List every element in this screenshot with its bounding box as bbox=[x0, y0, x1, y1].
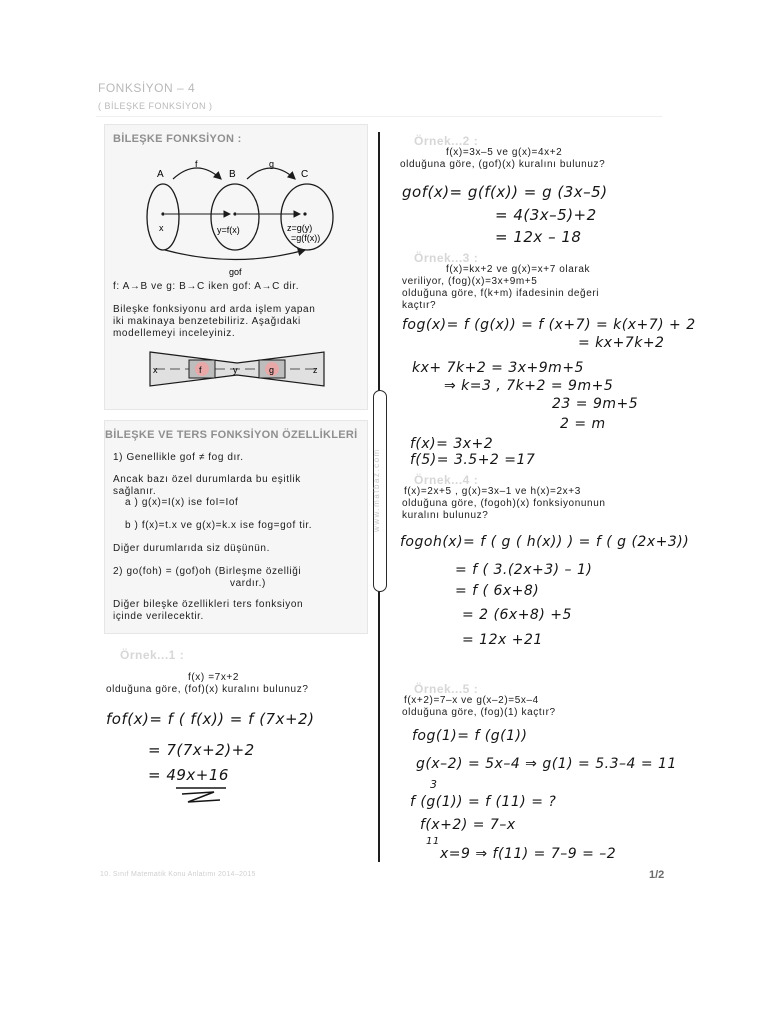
machine-input-label: x bbox=[153, 365, 158, 375]
example-1-question: f(x) =7x+2 bbox=[188, 672, 240, 683]
composite-para-1: Bileşke fonksiyonu ard arda işlem yapan bbox=[113, 304, 316, 315]
property-1: 1) Genellikle gof ≠ fog dır. bbox=[113, 452, 244, 463]
machine-f-label: f bbox=[199, 365, 202, 375]
example-3-question: f(x)=kx+2 ve g(x)=x+7 olarak bbox=[446, 264, 591, 275]
header-rule bbox=[96, 116, 662, 117]
example-1-work-2: = 7(7x+2)+2 bbox=[148, 741, 255, 759]
arrow-g bbox=[247, 168, 295, 179]
example-5-work-3: 3 bbox=[430, 778, 438, 791]
example-3-title: Örnek...3 : bbox=[414, 251, 479, 265]
arrow-f bbox=[173, 168, 221, 179]
property-1-note-2: sağlanır. bbox=[113, 486, 157, 497]
example-2-work-2: = 4(3x–5)+2 bbox=[495, 206, 597, 224]
property-1b: b ) f(x)=t.x ve g(x)=k.x ise fog=gof tir. bbox=[125, 520, 313, 531]
property-1-other: Diğer durumlarıda siz düşünün. bbox=[113, 543, 270, 554]
elem-z1: z=g(y) bbox=[287, 223, 313, 233]
example-5-title: Örnek...5 : bbox=[414, 682, 479, 696]
example-1-title: Örnek...1 : bbox=[120, 648, 185, 662]
arrow-gof bbox=[165, 250, 305, 260]
page-title: FONKSİYON – 4 bbox=[98, 81, 196, 95]
example-3-question-4: kaçtır? bbox=[402, 300, 437, 311]
elem-y: y=f(x) bbox=[217, 225, 240, 235]
example-3-work-2: = kx+7k+2 bbox=[578, 335, 665, 351]
property-2-note: vardır.) bbox=[230, 578, 266, 589]
machine-output-label: z bbox=[313, 365, 318, 375]
example-4-question-3: kuralını bulunuz? bbox=[402, 510, 489, 521]
property-3-note: içinde verilecektir. bbox=[113, 611, 204, 622]
example-3-question-3: olduğuna göre, f(k+m) ifadesinin değeri bbox=[402, 288, 600, 299]
machine-mid-label: y bbox=[233, 365, 238, 375]
example-4-question-2: olduğuna göre, (fogoh)(x) fonksiyonunun bbox=[402, 498, 606, 509]
page-subtitle: ( BİLEŞKE FONKSİYON ) bbox=[98, 101, 213, 111]
footer-text: 10. Sınıf Matematik Konu Anlatımı 2014–2015 bbox=[100, 871, 256, 878]
example-3-work-8: f(5)= 3.5+2 =17 bbox=[410, 452, 536, 468]
example-2-title: Örnek...2 : bbox=[414, 134, 479, 148]
composite-definition: f: A→B ve g: B→C iken gof: A→C dir. bbox=[113, 281, 300, 292]
example-3-work-1: fog(x)= f (g(x)) = f (x+7) = k(x+7) + 2 bbox=[402, 317, 696, 333]
example-4-work-3: = f ( 6x+8) bbox=[455, 583, 540, 599]
example-2-work-1: gof(x)= g(f(x)) = g (3x–5) bbox=[402, 183, 608, 201]
set-b-ellipse bbox=[211, 184, 259, 250]
set-c-label: C bbox=[301, 169, 309, 180]
example-5-work-2: g(x–2) = 5x–4 ⇒ g(1) = 5.3–4 = 11 bbox=[416, 756, 677, 772]
set-a-label: A bbox=[157, 169, 164, 180]
example-5-work-4: f (g(1)) = f (11) = ? bbox=[410, 794, 557, 810]
example-5-work-5: f(x+2) = 7–x bbox=[420, 817, 516, 833]
arrow-g-label: g bbox=[269, 159, 275, 169]
property-1-note: Ancak bazı özel durumlarda bu eşitlik bbox=[113, 474, 301, 485]
example-2-question-2: olduğuna göre, (gof)(x) kuralını bulunuz? bbox=[400, 159, 606, 170]
example-4-work-2: = f ( 3.(2x+3) – 1) bbox=[455, 562, 593, 578]
arrow-f-label: f bbox=[195, 159, 198, 169]
watermark: www.matbaz.com bbox=[372, 448, 381, 532]
property-3: Diğer bileşke özellikleri ters fonksiyon bbox=[113, 599, 304, 610]
machine-model-diagram bbox=[145, 349, 330, 389]
set-a-ellipse bbox=[147, 184, 179, 250]
example-5-question: f(x+2)=7–x ve g(x–2)=5x–4 bbox=[404, 695, 539, 706]
example-2-question: f(x)=3x–5 ve g(x)=4x+2 bbox=[446, 147, 563, 158]
example-1-work-3: = 49x+16 bbox=[148, 766, 229, 784]
example-1-question-2: olduğuna göre, (fof)(x) kuralını bulunuz? bbox=[106, 684, 309, 695]
property-2: 2) go(foh) = (gof)oh (Birleşme özelliği bbox=[113, 566, 302, 577]
section-title-composite: BİLEŞKE FONKSİYON : bbox=[113, 133, 242, 145]
example-3-work-4: ⇒ k=3 , 7k+2 = 9m+5 bbox=[444, 378, 614, 394]
example-5-question-2: olduğuna göre, (fog)(1) kaçtır? bbox=[402, 707, 556, 718]
example-4-work-1: fogoh(x)= f ( g ( h(x)) ) = f ( g (2x+3)) bbox=[400, 534, 690, 550]
arrow-gof-label: gof bbox=[229, 267, 242, 277]
example-3-question-2: veriliyor, (fog)(x)=3x+9m+5 bbox=[402, 276, 538, 287]
example-3-work-6: 2 = m bbox=[560, 416, 606, 432]
page-number: 1/2 bbox=[649, 869, 665, 881]
composite-para-3: modellemeyi inceleyiniz. bbox=[113, 328, 236, 339]
example-3-work-5: 23 = 9m+5 bbox=[552, 396, 639, 412]
example-5-work-1: fog(1)= f (g(1)) bbox=[412, 728, 528, 744]
section-title-properties: BİLEŞKE VE TERS FONKSİYON ÖZELLİKLERİ bbox=[105, 429, 358, 441]
example-5-work-7: x=9 ⇒ f(11) = 7–9 = –2 bbox=[440, 846, 617, 862]
example-2-work-3: = 12x – 18 bbox=[495, 228, 582, 246]
example-4-work-4: = 2 (6x+8) +5 bbox=[462, 607, 572, 623]
example-1-underline bbox=[174, 784, 234, 806]
example-3-work-3: kx+ 7k+2 = 3x+9m+5 bbox=[412, 360, 584, 376]
composite-para-2: iki makinaya benzetebiliriz. Aşağıdaki bbox=[113, 316, 301, 327]
set-b-label: B bbox=[229, 169, 236, 180]
example-4-title: Örnek...4 : bbox=[414, 473, 479, 487]
example-4-work-5: = 12x +21 bbox=[462, 632, 543, 648]
elem-z2: =g(f(x)) bbox=[291, 233, 321, 243]
property-1a: a ) g(x)=I(x) ise foI=Iof bbox=[125, 497, 239, 508]
example-4-question: f(x)=2x+5 , g(x)=3x–1 ve h(x)=2x+3 bbox=[404, 486, 581, 497]
machine-g-label: g bbox=[269, 365, 275, 375]
example-3-work-7: f(x)= 3x+2 bbox=[410, 436, 494, 452]
example-1-work-1: fof(x)= f ( f(x)) = f (7x+2) bbox=[106, 710, 315, 728]
set-mapping-diagram bbox=[135, 157, 355, 282]
composite-function-box bbox=[104, 124, 368, 410]
composite-properties-box bbox=[104, 420, 368, 634]
elem-x: x bbox=[159, 223, 164, 233]
example-5-work-6: 11 bbox=[426, 836, 440, 847]
